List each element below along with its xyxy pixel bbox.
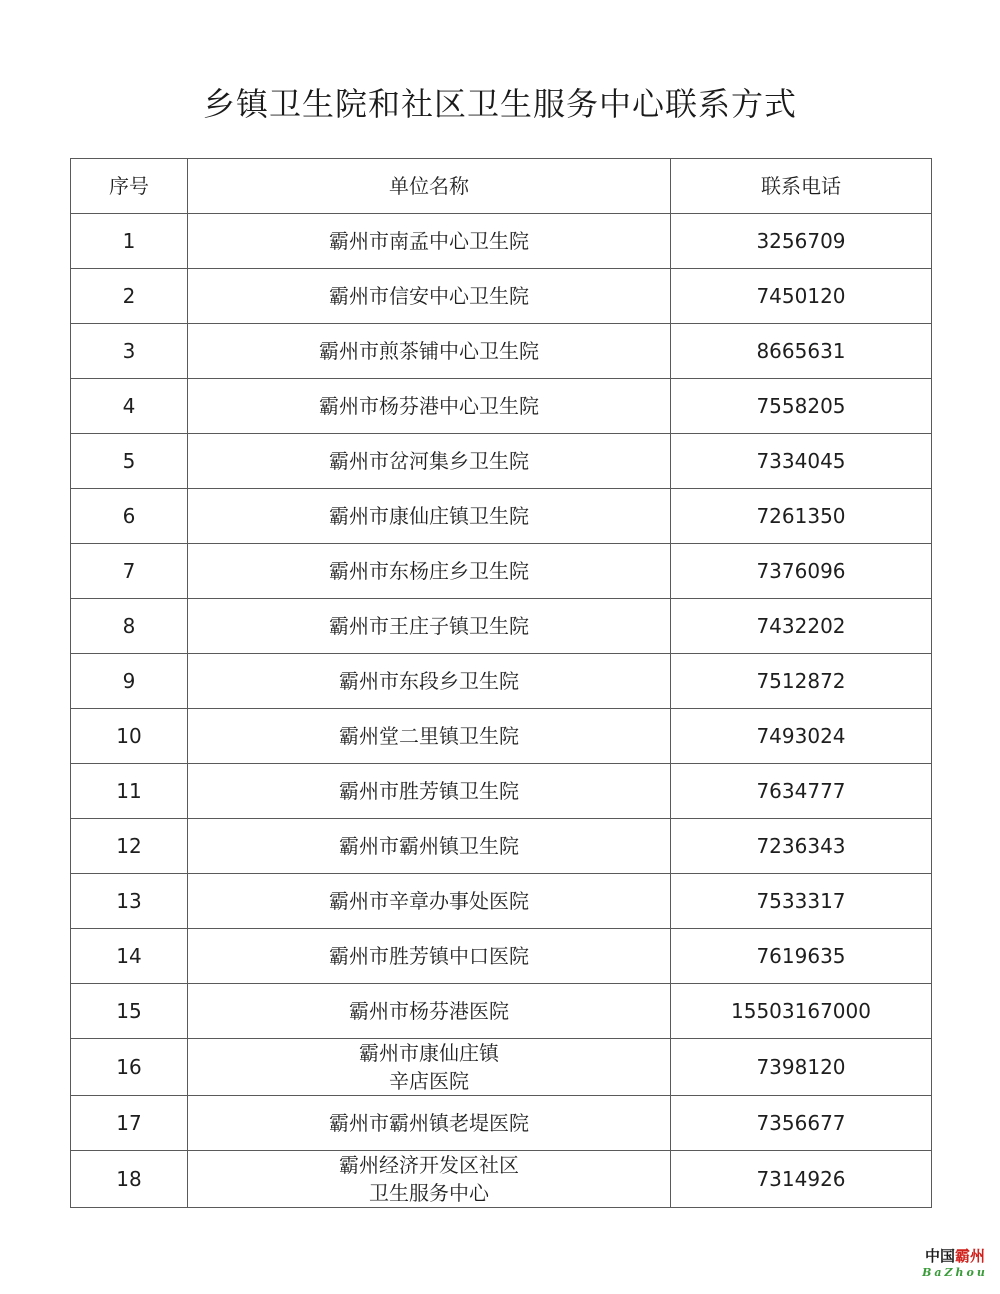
phone-number-cell: 15503167000 xyxy=(671,984,932,1039)
table-row xyxy=(71,1151,932,1208)
serial-number-cell: 17 xyxy=(71,1096,188,1151)
serial-number-cell: 12 xyxy=(71,819,188,874)
serial-number-cell: 4 xyxy=(71,379,188,434)
unit-name-cell: 霸州市东段乡卫生院 xyxy=(188,654,671,709)
phone-number-cell: 7450120 xyxy=(671,269,932,324)
serial-number-cell: 13 xyxy=(71,874,188,929)
header-serial-number: 序号 xyxy=(71,159,188,214)
document-title: 乡镇卫生院和社区卫生服务中心联系方式 xyxy=(202,85,797,123)
contact-table-header xyxy=(71,159,932,214)
unit-name-cell: 霸州市杨芬港医院 xyxy=(188,984,671,1039)
table-row xyxy=(71,434,932,489)
table-row xyxy=(71,489,932,544)
unit-name-cell: 霸州市东杨庄乡卫生院 xyxy=(188,544,671,599)
table-row xyxy=(71,984,932,1039)
phone-number-cell: 7619635 xyxy=(671,929,932,984)
unit-name-cell: 霸州市康仙庄镇 辛店医院 xyxy=(188,1039,671,1096)
unit-name-cell: 霸州市霸州镇卫生院 xyxy=(188,819,671,874)
logo-text-part2: 霸州 xyxy=(955,1247,986,1265)
serial-number-cell: 8 xyxy=(71,599,188,654)
unit-name-cell: 霸州市岔河集乡卫生院 xyxy=(188,434,671,489)
phone-number-cell: 7376096 xyxy=(671,544,932,599)
phone-number-cell: 3256709 xyxy=(671,214,932,269)
serial-number-cell: 16 xyxy=(71,1039,188,1096)
serial-number-cell: 7 xyxy=(71,544,188,599)
unit-name-cell: 霸州堂二里镇卫生院 xyxy=(188,709,671,764)
unit-name-cell: 霸州市胜芳镇中口医院 xyxy=(188,929,671,984)
unit-name-cell: 霸州市南孟中心卫生院 xyxy=(188,214,671,269)
serial-number-cell: 10 xyxy=(71,709,188,764)
unit-name-cell: 霸州经济开发区社区 卫生服务中心 xyxy=(188,1151,671,1208)
table-row xyxy=(71,1039,932,1096)
header-row xyxy=(71,159,932,214)
phone-number-cell: 7314926 xyxy=(671,1151,932,1208)
table-row xyxy=(71,929,932,984)
site-logo-watermark xyxy=(920,1246,990,1280)
unit-name-cell: 霸州市康仙庄镇卫生院 xyxy=(188,489,671,544)
serial-number-cell: 11 xyxy=(71,764,188,819)
table-row xyxy=(71,324,932,379)
table-row xyxy=(71,379,932,434)
unit-name-cell: 霸州市煎茶铺中心卫生院 xyxy=(188,324,671,379)
phone-number-cell: 7398120 xyxy=(671,1039,932,1096)
contact-table-body xyxy=(71,214,932,1208)
serial-number-cell: 15 xyxy=(71,984,188,1039)
serial-number-cell: 9 xyxy=(71,654,188,709)
phone-number-cell: 7334045 xyxy=(671,434,932,489)
serial-number-cell: 2 xyxy=(71,269,188,324)
unit-name-cell: 霸州市胜芳镇卫生院 xyxy=(188,764,671,819)
unit-name-cell: 霸州市霸州镇老堤医院 xyxy=(188,1096,671,1151)
logo-text xyxy=(920,1246,990,1266)
unit-name-cell: 霸州市杨芬港中心卫生院 xyxy=(188,379,671,434)
contact-table xyxy=(70,158,932,1208)
phone-number-cell: 7634777 xyxy=(671,764,932,819)
phone-number-cell: 8665631 xyxy=(671,324,932,379)
table-row xyxy=(71,764,932,819)
unit-name-cell: 霸州市王庄子镇卫生院 xyxy=(188,599,671,654)
serial-number-cell: 3 xyxy=(71,324,188,379)
logo-text-part1: 中国 xyxy=(924,1247,955,1265)
serial-number-cell: 1 xyxy=(71,214,188,269)
unit-name-cell: 霸州市信安中心卫生院 xyxy=(188,269,671,324)
serial-number-cell: 6 xyxy=(71,489,188,544)
serial-number-cell: 5 xyxy=(71,434,188,489)
phone-number-cell: 7558205 xyxy=(671,379,932,434)
phone-number-cell: 7236343 xyxy=(671,819,932,874)
serial-number-cell: 18 xyxy=(71,1151,188,1208)
phone-number-cell: 7512872 xyxy=(671,654,932,709)
table-row xyxy=(71,214,932,269)
table-row xyxy=(71,654,932,709)
table-row xyxy=(71,544,932,599)
phone-number-cell: 7261350 xyxy=(671,489,932,544)
table-row xyxy=(71,599,932,654)
phone-number-cell: 7356677 xyxy=(671,1096,932,1151)
unit-name-cell: 霸州市辛章办事处医院 xyxy=(188,874,671,929)
table-row xyxy=(71,269,932,324)
header-unit-name: 单位名称 xyxy=(188,159,671,214)
header-phone: 联系电话 xyxy=(671,159,932,214)
phone-number-cell: 7493024 xyxy=(671,709,932,764)
phone-number-cell: 7533317 xyxy=(671,874,932,929)
table-row xyxy=(71,819,932,874)
logo-latin-text: BaZhou xyxy=(922,1266,988,1279)
table-row xyxy=(71,709,932,764)
table-row xyxy=(71,874,932,929)
phone-number-cell: 7432202 xyxy=(671,599,932,654)
table-row xyxy=(71,1096,932,1151)
serial-number-cell: 14 xyxy=(71,929,188,984)
